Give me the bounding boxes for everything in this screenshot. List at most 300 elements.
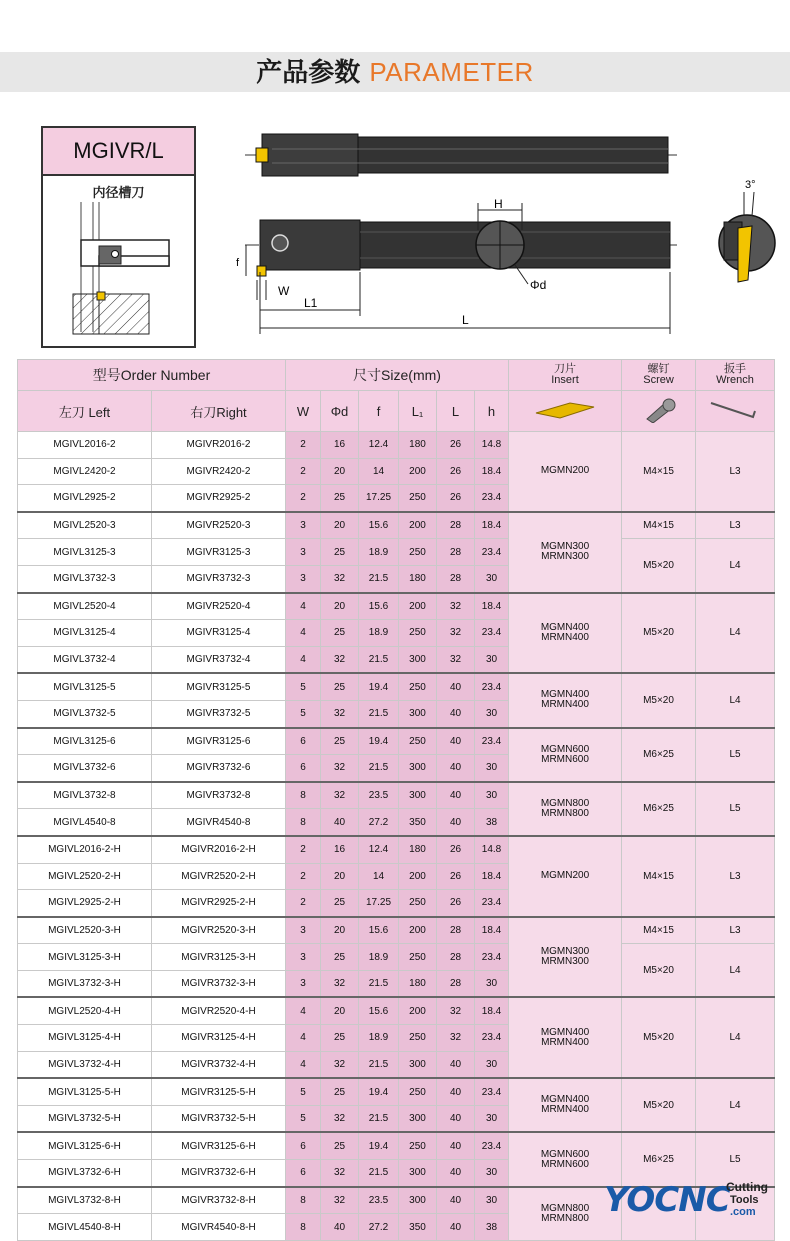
cell-w: 5 (286, 673, 321, 700)
cell-l: 32 (437, 646, 475, 673)
cell-left: MGIVL2520-4 (18, 593, 152, 620)
cell-f: 18.9 (359, 539, 399, 566)
cell-left: MGIVL2520-2-H (18, 863, 152, 890)
cell-w: 6 (286, 1132, 321, 1159)
cell-w: 4 (286, 593, 321, 620)
cell-l: 40 (437, 1214, 475, 1241)
cell-h: 30 (475, 755, 509, 782)
cell-f: 12.4 (359, 432, 399, 459)
cell-l: 26 (437, 485, 475, 512)
cell-l1: 250 (399, 890, 437, 917)
cell-h: 38 (475, 1214, 509, 1241)
cell-right: MGIVR3125-5-H (152, 1078, 286, 1105)
cell-l: 40 (437, 1078, 475, 1105)
cell-l: 40 (437, 728, 475, 755)
cell-l: 26 (437, 863, 475, 890)
cell-d: 25 (321, 673, 359, 700)
screw-image (622, 391, 696, 432)
cell-w: 5 (286, 1078, 321, 1105)
cell-d: 25 (321, 1025, 359, 1052)
cell-screw: M5×20 (622, 944, 696, 998)
cell-d: 16 (321, 836, 359, 863)
cell-d: 32 (321, 1160, 359, 1187)
cell-l1: 250 (399, 1025, 437, 1052)
cell-right: MGIVR3125-4-H (152, 1025, 286, 1052)
cell-d: 32 (321, 565, 359, 592)
cell-right: MGIVR3732-4 (152, 646, 286, 673)
cell-l1: 350 (399, 1214, 437, 1241)
cell-h: 18.4 (475, 917, 509, 944)
cell-l: 40 (437, 809, 475, 836)
cell-l1: 250 (399, 728, 437, 755)
cell-h: 18.4 (475, 512, 509, 539)
header-f: f (359, 391, 399, 432)
cell-right: MGIVR3732-4-H (152, 1051, 286, 1078)
cell-right: MGIVR2016-2-H (152, 836, 286, 863)
cell-h: 30 (475, 565, 509, 592)
cell-right: MGIVR2520-4-H (152, 997, 286, 1024)
cell-left: MGIVL4540-8-H (18, 1214, 152, 1241)
cell-insert: MGMN400 MRMN400 (509, 593, 622, 674)
table-row (18, 944, 775, 971)
cell-right: MGIVR3732-3 (152, 565, 286, 592)
cell-left: MGIVL2016-2-H (18, 836, 152, 863)
cell-insert: MGMN400 MRMN400 (509, 673, 622, 727)
cell-h: 23.4 (475, 539, 509, 566)
table-row (18, 1132, 775, 1159)
table-row (18, 917, 775, 944)
cell-right: MGIVR3732-5-H (152, 1105, 286, 1132)
cell-w: 2 (286, 836, 321, 863)
cell-d: 32 (321, 755, 359, 782)
wrench-icon (705, 397, 765, 423)
cell-f: 23.5 (359, 782, 399, 809)
cell-f: 21.5 (359, 565, 399, 592)
cell-l: 32 (437, 620, 475, 647)
cell-l1: 250 (399, 673, 437, 700)
cell-d: 20 (321, 512, 359, 539)
cell-h: 18.4 (475, 997, 509, 1024)
cell-d: 25 (321, 944, 359, 971)
cell-d: 32 (321, 1051, 359, 1078)
cell-w: 8 (286, 1187, 321, 1214)
cell-w: 4 (286, 620, 321, 647)
cell-left: MGIVL4540-8 (18, 809, 152, 836)
cell-w: 3 (286, 970, 321, 997)
tool-drawing (0, 0, 790, 350)
cell-h: 23.4 (475, 1132, 509, 1159)
cell-l1: 250 (399, 944, 437, 971)
cell-f: 19.4 (359, 673, 399, 700)
cell-w: 8 (286, 782, 321, 809)
cell-f: 12.4 (359, 836, 399, 863)
cell-left: MGIVL3125-5-H (18, 1078, 152, 1105)
cell-l: 26 (437, 458, 475, 485)
cell-d: 32 (321, 1105, 359, 1132)
cell-screw: M5×20 (622, 997, 696, 1078)
cell-w: 5 (286, 700, 321, 727)
cell-insert: MGMN400 MRMN400 (509, 997, 622, 1078)
cell-left: MGIVL3732-3 (18, 565, 152, 592)
cell-h: 30 (475, 782, 509, 809)
cell-d: 20 (321, 997, 359, 1024)
cell-l: 28 (437, 917, 475, 944)
table-row (18, 997, 775, 1024)
cell-screw: M4×15 (622, 836, 696, 917)
cell-h: 30 (475, 1051, 509, 1078)
cell-l1: 300 (399, 646, 437, 673)
logo-com: .com (730, 1206, 756, 1218)
cell-wrench: L3 (696, 512, 775, 539)
cell-w: 3 (286, 539, 321, 566)
header-d: Φd (321, 391, 359, 432)
cell-w: 4 (286, 997, 321, 1024)
cell-w: 3 (286, 565, 321, 592)
cell-d: 25 (321, 728, 359, 755)
cell-wrench: L4 (696, 539, 775, 593)
cell-wrench: L5 (696, 728, 775, 782)
cell-f: 21.5 (359, 646, 399, 673)
cell-h: 23.4 (475, 1078, 509, 1105)
cell-right: MGIVR3732-6 (152, 755, 286, 782)
cell-w: 3 (286, 512, 321, 539)
cell-left: MGIVL2520-3 (18, 512, 152, 539)
cell-right: MGIVR3125-6-H (152, 1132, 286, 1159)
cell-d: 20 (321, 917, 359, 944)
cell-l: 28 (437, 512, 475, 539)
header-l: L (437, 391, 475, 432)
cell-d: 25 (321, 485, 359, 512)
cell-wrench: L3 (696, 917, 775, 944)
header-h: h (475, 391, 509, 432)
cell-l: 32 (437, 1025, 475, 1052)
cell-right: MGIVR2925-2 (152, 485, 286, 512)
cell-l1: 300 (399, 782, 437, 809)
cell-l: 28 (437, 970, 475, 997)
cell-d: 25 (321, 620, 359, 647)
cell-w: 5 (286, 1105, 321, 1132)
cell-l1: 300 (399, 755, 437, 782)
cell-l1: 200 (399, 863, 437, 890)
cell-right: MGIVR4540-8 (152, 809, 286, 836)
cell-f: 15.6 (359, 593, 399, 620)
table-row (18, 782, 775, 809)
cell-l1: 250 (399, 1132, 437, 1159)
cell-f: 21.5 (359, 1051, 399, 1078)
cell-screw: M4×15 (622, 917, 696, 944)
cell-d: 32 (321, 970, 359, 997)
cell-h: 30 (475, 700, 509, 727)
cell-wrench: L4 (696, 944, 775, 998)
cell-left: MGIVL3732-5 (18, 700, 152, 727)
cell-f: 17.25 (359, 890, 399, 917)
logo-tools: Tools (730, 1194, 759, 1206)
cell-l: 28 (437, 565, 475, 592)
cell-right: MGIVR2016-2 (152, 432, 286, 459)
cell-h: 23.4 (475, 728, 509, 755)
cell-w: 2 (286, 458, 321, 485)
cell-l1: 200 (399, 458, 437, 485)
cell-screw: M5×20 (622, 539, 696, 593)
table-row (18, 432, 775, 459)
cell-l1: 200 (399, 997, 437, 1024)
cell-l1: 300 (399, 1105, 437, 1132)
angle-label: 3° (745, 179, 756, 191)
cell-l1: 200 (399, 917, 437, 944)
cell-insert: MGMN300 MRMN300 (509, 917, 622, 998)
cell-l1: 250 (399, 539, 437, 566)
cell-right: MGIVR3125-6 (152, 728, 286, 755)
cell-f: 19.4 (359, 1078, 399, 1105)
cell-insert: MGMN600 MRMN600 (509, 728, 622, 782)
cell-d: 25 (321, 1132, 359, 1159)
cell-d: 32 (321, 782, 359, 809)
cell-h: 18.4 (475, 863, 509, 890)
cell-f: 14 (359, 458, 399, 485)
cell-l: 40 (437, 1187, 475, 1214)
cell-wrench: L5 (696, 1132, 775, 1186)
cell-screw: M5×20 (622, 593, 696, 674)
cell-w: 8 (286, 809, 321, 836)
cell-wrench: L3 (696, 432, 775, 512)
cell-h: 23.4 (475, 485, 509, 512)
screw-icon (639, 397, 679, 423)
cell-w: 6 (286, 755, 321, 782)
cell-l1: 200 (399, 593, 437, 620)
cell-right: MGIVR2925-2-H (152, 890, 286, 917)
cell-l1: 300 (399, 700, 437, 727)
cell-l1: 350 (399, 809, 437, 836)
header-insert: 刀片 Insert (509, 360, 622, 391)
cell-l1: 250 (399, 485, 437, 512)
cell-w: 2 (286, 485, 321, 512)
cell-right: MGIVR3125-3 (152, 539, 286, 566)
cell-left: MGIVL3732-8 (18, 782, 152, 809)
cell-insert: MGMN200 (509, 836, 622, 917)
cell-f: 14 (359, 863, 399, 890)
cell-l1: 200 (399, 512, 437, 539)
cell-left: MGIVL2520-3-H (18, 917, 152, 944)
header-wrench: 扳手 Wrench (696, 360, 775, 391)
cell-d: 32 (321, 646, 359, 673)
cell-left: MGIVL3125-5 (18, 673, 152, 700)
cell-h: 30 (475, 1105, 509, 1132)
cell-l1: 300 (399, 1187, 437, 1214)
cell-w: 4 (286, 1051, 321, 1078)
cell-screw: M5×20 (622, 1078, 696, 1132)
cell-insert: MGMN800 MRMN800 (509, 1187, 622, 1241)
header-l1: L₁ (399, 391, 437, 432)
cell-left: MGIVL3732-8-H (18, 1187, 152, 1214)
cell-f: 21.5 (359, 1105, 399, 1132)
cell-screw: M4×15 (622, 512, 696, 539)
insert-image (509, 391, 622, 432)
cell-l1: 300 (399, 1051, 437, 1078)
brand-logo (604, 1180, 786, 1232)
cell-l1: 250 (399, 1078, 437, 1105)
cell-wrench: L4 (696, 997, 775, 1078)
cell-f: 23.5 (359, 1187, 399, 1214)
header-order-number: 型号Order Number (18, 360, 286, 391)
cell-w: 4 (286, 1025, 321, 1052)
cell-h: 38 (475, 809, 509, 836)
cell-right: MGIVR2520-3 (152, 512, 286, 539)
cell-h: 23.4 (475, 620, 509, 647)
cell-left: MGIVL3732-4-H (18, 1051, 152, 1078)
cell-w: 6 (286, 1160, 321, 1187)
cell-left: MGIVL3732-3-H (18, 970, 152, 997)
cell-w: 2 (286, 432, 321, 459)
cell-h: 23.4 (475, 673, 509, 700)
cell-left: MGIVL3125-3-H (18, 944, 152, 971)
cell-right: MGIVR2520-3-H (152, 917, 286, 944)
cell-d: 32 (321, 1187, 359, 1214)
cell-f: 27.2 (359, 809, 399, 836)
cell-left: MGIVL3732-4 (18, 646, 152, 673)
cell-insert: MGMN400 MRMN400 (509, 1078, 622, 1132)
cell-h: 23.4 (475, 890, 509, 917)
cell-right: MGIVR2420-2 (152, 458, 286, 485)
cell-right: MGIVR2520-2-H (152, 863, 286, 890)
logo-cutting: Cutting (726, 1180, 768, 1194)
cell-screw: M6×25 (622, 1132, 696, 1186)
cell-left: MGIVL3125-4 (18, 620, 152, 647)
cell-wrench: L4 (696, 1078, 775, 1132)
title-cn: 产品参数 (256, 58, 361, 88)
cell-f: 17.25 (359, 485, 399, 512)
table-row (18, 836, 775, 863)
cell-f: 21.5 (359, 1160, 399, 1187)
cell-l: 40 (437, 673, 475, 700)
cell-insert: MGMN200 (509, 432, 622, 512)
cell-d: 40 (321, 1214, 359, 1241)
table-row (18, 728, 775, 755)
cell-wrench: L4 (696, 673, 775, 727)
cell-insert: MGMN800 MRMN800 (509, 782, 622, 836)
cell-screw: M6×25 (622, 782, 696, 836)
cell-d: 16 (321, 432, 359, 459)
cell-left: MGIVL2420-2 (18, 458, 152, 485)
cell-h: 30 (475, 970, 509, 997)
cell-l: 40 (437, 782, 475, 809)
cell-l: 26 (437, 836, 475, 863)
cell-f: 15.6 (359, 997, 399, 1024)
cell-l: 40 (437, 755, 475, 782)
cell-screw: M5×20 (622, 673, 696, 727)
dim-w: W (278, 284, 290, 298)
cell-right: MGIVR3732-5 (152, 700, 286, 727)
dim-h: H (494, 197, 503, 211)
cell-right: MGIVR2520-4 (152, 593, 286, 620)
cell-f: 27.2 (359, 1214, 399, 1241)
cell-l1: 180 (399, 836, 437, 863)
cell-left: MGIVL3125-6 (18, 728, 152, 755)
cell-d: 32 (321, 700, 359, 727)
cell-left: MGIVL3125-3 (18, 539, 152, 566)
cell-f: 15.6 (359, 917, 399, 944)
cell-w: 3 (286, 944, 321, 971)
cell-l: 28 (437, 539, 475, 566)
cell-d: 20 (321, 593, 359, 620)
cell-wrench: L5 (696, 782, 775, 836)
cell-h: 30 (475, 1160, 509, 1187)
cell-l: 40 (437, 1051, 475, 1078)
cell-l1: 300 (399, 1160, 437, 1187)
dim-l: L (462, 313, 469, 327)
cell-right: MGIVR3125-3-H (152, 944, 286, 971)
cell-h: 23.4 (475, 1025, 509, 1052)
dim-phi-d: Φd (530, 278, 547, 292)
cell-f: 21.5 (359, 755, 399, 782)
cell-right: MGIVR3732-3-H (152, 970, 286, 997)
cell-f: 19.4 (359, 1132, 399, 1159)
cell-w: 8 (286, 1214, 321, 1241)
cell-wrench: L4 (696, 593, 775, 674)
cell-w: 4 (286, 646, 321, 673)
cell-f: 19.4 (359, 728, 399, 755)
cell-h: 18.4 (475, 458, 509, 485)
cell-d: 40 (321, 809, 359, 836)
cell-right: MGIVR3732-6-H (152, 1160, 286, 1187)
cell-insert: MGMN600 MRMN600 (509, 1132, 622, 1186)
cell-h: 14.8 (475, 432, 509, 459)
cell-w: 2 (286, 863, 321, 890)
cell-d: 20 (321, 458, 359, 485)
wrench-image (696, 391, 775, 432)
cell-l: 26 (437, 432, 475, 459)
cell-h: 23.4 (475, 944, 509, 971)
cell-right: MGIVR4540-8-H (152, 1214, 286, 1241)
insert-icon (530, 399, 600, 421)
cell-screw: M6×25 (622, 728, 696, 782)
title-en: PARAMETER (369, 57, 534, 87)
cell-l: 40 (437, 1105, 475, 1132)
header-left: 左刀 Left (18, 391, 152, 432)
cell-wrench: L3 (696, 836, 775, 917)
cell-left: MGIVL3732-6 (18, 755, 152, 782)
cell-f: 15.6 (359, 512, 399, 539)
cell-w: 2 (286, 890, 321, 917)
cell-right: MGIVR3732-8-H (152, 1187, 286, 1214)
cell-l: 32 (437, 593, 475, 620)
cell-f: 18.9 (359, 620, 399, 647)
cell-right: MGIVR3732-8 (152, 782, 286, 809)
dim-l1: L1 (304, 296, 318, 310)
cell-d: 20 (321, 863, 359, 890)
cell-left: MGIVL3732-5-H (18, 1105, 152, 1132)
table-row (18, 539, 775, 566)
table-row (18, 673, 775, 700)
cell-left: MGIVL3125-4-H (18, 1025, 152, 1052)
cell-l: 32 (437, 997, 475, 1024)
cell-left: MGIVL2925-2 (18, 485, 152, 512)
cell-l1: 180 (399, 970, 437, 997)
cell-h: 30 (475, 646, 509, 673)
header-right: 右刀Right (152, 391, 286, 432)
cell-l: 26 (437, 890, 475, 917)
model-subtitle: 内径槽刀 (92, 186, 145, 201)
cell-l1: 250 (399, 620, 437, 647)
cell-w: 6 (286, 728, 321, 755)
model-name: MGIVR/L (43, 128, 194, 176)
dim-f: f (236, 257, 240, 269)
logo-main: YOCNC (604, 1180, 730, 1220)
cell-w: 3 (286, 917, 321, 944)
table-row (18, 593, 775, 620)
cell-left: MGIVL2925-2-H (18, 890, 152, 917)
header-screw: 螺钉 Screw (622, 360, 696, 391)
cell-l: 40 (437, 1132, 475, 1159)
